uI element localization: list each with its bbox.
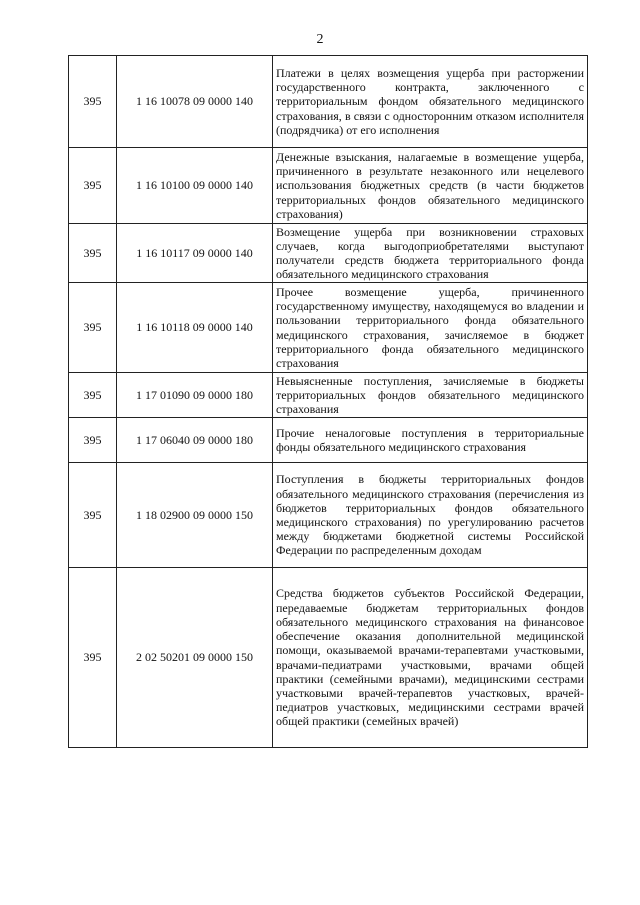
admin-code-cell: 395: [69, 463, 117, 568]
revenue-code-cell: 2 02 50201 09 0000 150: [117, 568, 273, 748]
admin-code-cell: 395: [69, 224, 117, 283]
revenue-name-cell: Средства бюджетов субъектов Российской Федерации, передаваемые бюджетам территориальных фондов обязательного медицинского страхования на финансовое обеспечение оказания дополнительной медицинской помощи, оказываемой врачами-терапевтами участковыми, врачами-педиатрами участковыми, врачами общей практики (семейными врачами), медицинскими сестрами участковыми врачей-терапевтов участковых, врачей-педиатров участковых, медицинскими сестрами врачей общей практики (семейных врачей): [273, 568, 588, 748]
admin-code-cell: 395: [69, 148, 117, 224]
revenue-code-cell: 1 17 06040 09 0000 180: [117, 418, 273, 463]
admin-code-cell: 395: [69, 283, 117, 373]
revenue-name-cell: Невыясненные поступления, зачисляемые в бюджеты территориальных фондов обязательного медицинского страхования: [273, 373, 588, 418]
revenue-code-cell: 1 17 01090 09 0000 180: [117, 373, 273, 418]
table-row: [69, 224, 588, 283]
revenue-code-cell: 1 16 10118 09 0000 140: [117, 283, 273, 373]
budget-revenue-table: [68, 55, 588, 748]
revenue-name-cell: Денежные взыскания, налагаемые в возмещение ущерба, причиненного в результате незаконного или нецелевого использования бюджетных средств (в части бюджетов территориальных фондов обязательного медицинского страхования): [273, 148, 588, 224]
revenue-code-cell: 1 18 02900 09 0000 150: [117, 463, 273, 568]
table-row: [69, 56, 588, 148]
revenue-name-cell: Поступления в бюджеты территориальных фондов обязательного медицинского страхования (перечисления из бюджетов территориальных фондов обязательного медицинского страхования) по урегулированию расчетов между бюджетами бюджетной системы Российской Федерации по распределенным доходам: [273, 463, 588, 568]
revenue-name-cell: Прочие неналоговые поступления в территориальные фонды обязательного медицинского страхования: [273, 418, 588, 463]
admin-code-cell: 395: [69, 373, 117, 418]
table-row: [69, 373, 588, 418]
revenue-name-cell: Прочее возмещение ущерба, причиненного государственному имуществу, находящемуся во владении и пользовании территориального фонда обязательного медицинского страхования, зачисляемое в бюджет территориального фонда обязательного медицинского страхования: [273, 283, 588, 373]
table-row: [69, 568, 588, 748]
page-number: 2: [316, 32, 324, 47]
revenue-code-cell: 1 16 10078 09 0000 140: [117, 56, 273, 148]
admin-code-cell: 395: [69, 418, 117, 463]
admin-code-cell: 395: [69, 568, 117, 748]
revenue-name-cell: Возмещение ущерба при возникновении страховых случаев, когда выгодоприобретателями выступают получатели средств бюджета территориального фонда обязательного медицинского страхования: [273, 224, 588, 283]
revenue-code-cell: 1 16 10117 09 0000 140: [117, 224, 273, 283]
revenue-name-cell: Платежи в целях возмещения ущерба при расторжении государственного контракта, заключенного с территориальным фондом обязательного медицинского страхования, в связи с односторонним отказом исполнителя (подрядчика) от его исполнения: [273, 56, 588, 148]
table-row: [69, 463, 588, 568]
revenue-code-cell: 1 16 10100 09 0000 140: [117, 148, 273, 224]
table-row: [69, 148, 588, 224]
table-row: [69, 283, 588, 373]
table-row: [69, 418, 588, 463]
admin-code-cell: 395: [69, 56, 117, 148]
